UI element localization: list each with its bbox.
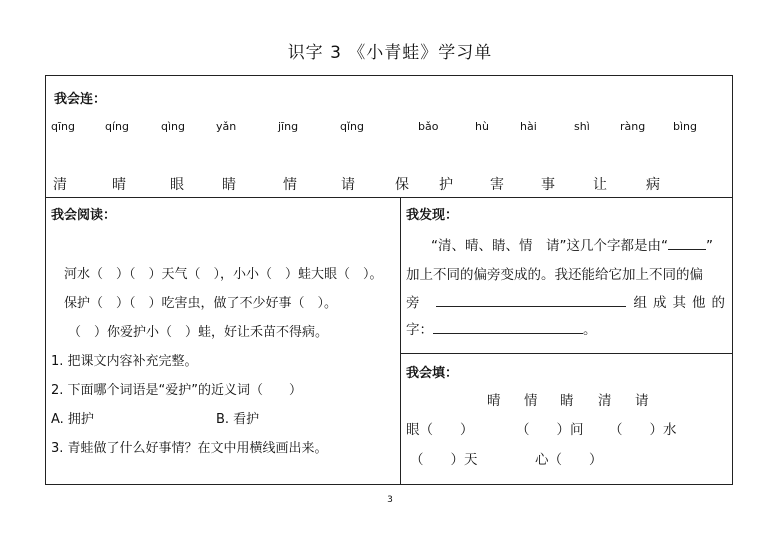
discover-section [401, 197, 732, 354]
fill-word-1: 情 [524, 393, 538, 409]
hanzi-6: 保 [395, 177, 409, 193]
fill-blank-2[interactable]: （ ）问 [516, 422, 584, 438]
reading-section [46, 197, 401, 484]
fill-blank-3[interactable]: （ ）水 [609, 422, 677, 438]
connect-header: 我会连： [54, 92, 107, 107]
discover-line-3-end: 组成其他的 [633, 295, 731, 311]
hanzi-5: 请 [341, 177, 355, 193]
reading-line-3: （ ）你爱护小（ ）蛙，好让禾苗不得病。 [68, 325, 329, 340]
radical-answer-blank[interactable] [436, 294, 626, 307]
discover-line-1 [431, 234, 713, 254]
reading-header: 我会阅读： [51, 208, 117, 223]
fill-blank-1[interactable]: 眼（ ） [406, 422, 474, 438]
page-title: 识字 3 《小青蛙》学习单 [287, 43, 493, 63]
reading-option-b: B. 看护 [216, 412, 260, 427]
hanzi-2: 眼 [170, 177, 184, 193]
pinyin-9: shì [574, 120, 590, 133]
pinyin-7: hù [475, 120, 489, 133]
pinyin-0: qīng [51, 120, 75, 133]
fill-word-0: 晴 [487, 393, 501, 409]
hanzi-10: 让 [593, 177, 607, 193]
fill-blank-4[interactable]: （ ）天 [410, 452, 478, 468]
discover-header: 我发现： [406, 208, 459, 223]
pinyin-2: qìng [161, 120, 185, 133]
hanzi-8: 害 [490, 177, 504, 193]
reading-line-1: 河水（ ）（ ）天气（ ），小小（ ）蛙大眼（ ）。 [64, 267, 383, 282]
hanzi-3: 睛 [222, 177, 236, 193]
hanzi-1: 晴 [112, 177, 126, 193]
pinyin-10: ràng [620, 120, 646, 133]
hanzi-4: 情 [283, 177, 297, 193]
pinyin-8: hài [520, 120, 537, 133]
pinyin-6: bǎo [418, 120, 439, 133]
pinyin-3: yǎn [216, 120, 237, 133]
discover-line-4-end: 。 [583, 322, 597, 338]
discover-line-1-end: ” [705, 238, 713, 254]
connect-section [46, 76, 732, 198]
hanzi-11: 病 [646, 177, 660, 193]
discover-line-3 [406, 291, 731, 311]
discover-line-4 [406, 318, 597, 338]
reading-option-a: A. 拥护 [51, 412, 94, 427]
radical-blank[interactable] [668, 237, 706, 250]
discover-line-3-text: 旁 [406, 295, 420, 311]
fill-word-3: 清 [598, 393, 612, 409]
fill-word-4: 请 [635, 393, 649, 409]
reading-question-1: 1. 把课文内容补充完整。 [51, 354, 198, 369]
fill-section [401, 354, 732, 484]
hanzi-9: 事 [541, 177, 555, 193]
pinyin-1: qíng [105, 120, 129, 133]
page-number: 3 [387, 495, 393, 505]
fill-word-2: 睛 [560, 393, 574, 409]
pinyin-11: bìng [673, 120, 697, 133]
hanzi-7: 护 [439, 177, 453, 193]
discover-line-1-text: “清、晴、睛、情 请”这几个字都是由“ [431, 238, 668, 254]
discover-line-4-text: 字： [406, 322, 433, 338]
fill-header: 我会填： [406, 366, 459, 381]
reading-question-3: 3. 青蛙做了什么好事情？在文中用横线画出来。 [51, 441, 328, 456]
words-answer-blank[interactable] [433, 321, 583, 334]
reading-question-2: 2. 下面哪个词语是“爱护”的近义词（ ） [51, 383, 303, 398]
discover-line-2: 加上不同的偏旁变成的。我还能给它加上不同的偏 [406, 267, 703, 283]
pinyin-4: jīng [278, 120, 299, 133]
reading-line-2: 保护（ ）（ ）吃害虫，做了不少好事（ ）。 [64, 296, 338, 311]
hanzi-0: 清 [53, 177, 67, 193]
fill-blank-5[interactable]: 心（ ） [535, 452, 603, 468]
pinyin-5: qǐng [340, 120, 364, 133]
worksheet-table [45, 75, 733, 485]
